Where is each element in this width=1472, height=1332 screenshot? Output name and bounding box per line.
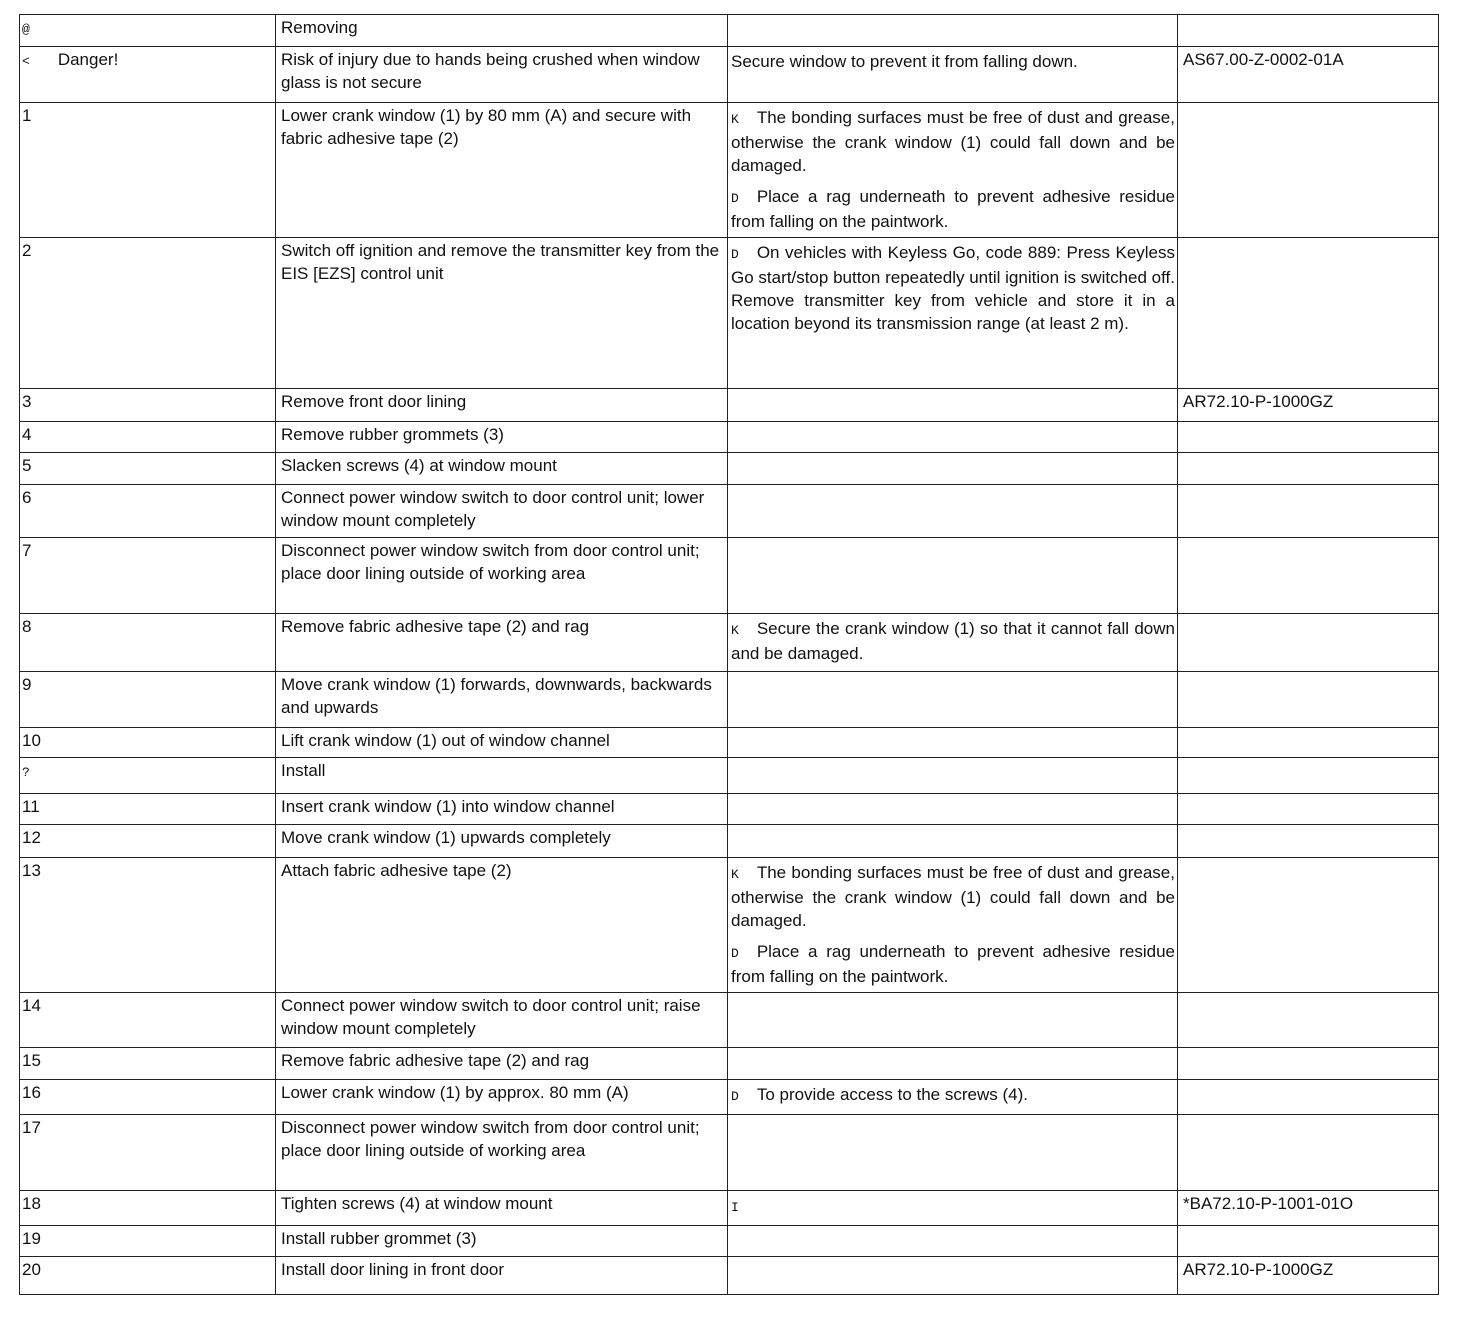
action-cell: Slacken screws (4) at window mount	[276, 453, 728, 485]
table-row	[20, 103, 1439, 238]
action-cell: Insert crank window (1) into window channel	[276, 794, 728, 825]
step-cell	[20, 825, 276, 858]
action-cell: Install	[276, 758, 728, 794]
step-cell	[20, 422, 276, 453]
notes-cell	[728, 453, 1178, 485]
reference-cell	[1178, 538, 1439, 614]
note	[731, 1083, 1175, 1108]
step-number: 11	[22, 797, 40, 816]
reference-cell	[1178, 453, 1439, 485]
reference-cell	[1178, 758, 1439, 794]
table-row	[20, 15, 1439, 47]
action-cell: Install rubber grommet (3)	[276, 1226, 728, 1257]
step-number: 2	[22, 241, 32, 260]
reference-cell: AR72.10-P-1000GZ	[1178, 389, 1439, 422]
action-cell: Connect power window switch to door control unit; raise window mount completely	[276, 993, 728, 1048]
notes-cell	[728, 103, 1178, 238]
action-cell: Remove fabric adhesive tape (2) and rag	[276, 614, 728, 672]
table-row	[20, 825, 1439, 858]
table-row	[20, 485, 1439, 538]
step-cell	[20, 728, 276, 758]
action-cell: Lift crank window (1) out of window channel	[276, 728, 728, 758]
table-row	[20, 453, 1439, 485]
note-symbol: K	[731, 112, 739, 127]
action-cell: Lower crank window (1) by 80 mm (A) and secure with fabric adhesive tape (2)	[276, 103, 728, 238]
action-cell: Connect power window switch to door control unit; lower window mount completely	[276, 485, 728, 538]
step-number: 19	[22, 1229, 41, 1248]
notes-cell	[728, 1257, 1178, 1295]
reference-cell: *BA72.10-P-1001-01O	[1178, 1191, 1439, 1226]
notes-cell	[728, 238, 1178, 389]
notes-cell	[728, 825, 1178, 858]
note	[731, 940, 1175, 988]
step-number: 14	[22, 996, 41, 1015]
step-cell	[20, 794, 276, 825]
step-cell	[20, 1191, 276, 1226]
note-text: To provide access to the screws (4).	[756, 1085, 1028, 1104]
action-cell: Move crank window (1) upwards completely	[276, 825, 728, 858]
notes-cell	[728, 614, 1178, 672]
step-cell	[20, 1048, 276, 1080]
reference-cell	[1178, 672, 1439, 728]
step-cell	[20, 1226, 276, 1257]
note	[731, 1194, 1175, 1219]
note-text: Place a rag underneath to prevent adhesive residue from falling on the paintwork.	[731, 942, 1175, 986]
action-cell: Move crank window (1) forwards, downwards, backwards and upwards	[276, 672, 728, 728]
step-number: 10	[22, 731, 41, 750]
reference-cell	[1178, 15, 1439, 47]
step-symbol: ?	[22, 765, 30, 780]
table-row	[20, 1226, 1439, 1257]
step-number: 17	[22, 1118, 41, 1137]
reference-cell	[1178, 238, 1439, 389]
reference-cell	[1178, 422, 1439, 453]
action-cell: Risk of injury due to hands being crushed when window glass is not secure	[276, 47, 728, 103]
table-row	[20, 238, 1439, 389]
action-cell: Tighten screws (4) at window mount	[276, 1191, 728, 1226]
step-number: 4	[22, 425, 32, 444]
reference-cell	[1178, 728, 1439, 758]
note-text: Secure window to prevent it from falling down.	[731, 52, 1078, 71]
step-number: 9	[22, 675, 32, 694]
note	[731, 617, 1175, 665]
reference-cell	[1178, 858, 1439, 993]
step-number: 13	[22, 861, 41, 880]
table-row	[20, 672, 1439, 728]
table-row	[20, 389, 1439, 422]
notes-cell	[728, 1115, 1178, 1191]
step-number: 16	[22, 1083, 41, 1102]
action-cell: Install door lining in front door	[276, 1257, 728, 1295]
table-row	[20, 858, 1439, 993]
notes-cell	[728, 794, 1178, 825]
procedure-table-body	[20, 15, 1439, 1295]
notes-cell	[728, 15, 1178, 47]
step-symbol: @	[22, 22, 30, 37]
step-number: 15	[22, 1051, 41, 1070]
reference-cell	[1178, 825, 1439, 858]
notes-cell	[728, 758, 1178, 794]
step-cell	[20, 238, 276, 389]
step-cell	[20, 485, 276, 538]
notes-cell	[728, 728, 1178, 758]
step-cell	[20, 103, 276, 238]
table-row	[20, 47, 1439, 103]
note-symbol: D	[731, 946, 739, 961]
action-cell: Remove rubber grommets (3)	[276, 422, 728, 453]
note-symbol: D	[731, 1089, 739, 1104]
step-cell	[20, 672, 276, 728]
note-text: On vehicles with Keyless Go, code 889: Press Keyless Go start/stop button repeatedly until ignition is switched off. Remove transmitter key from vehicle and store it in a location beyond its transmission range (at least 2 m).	[731, 243, 1175, 333]
procedure-table	[19, 14, 1439, 1295]
reference-cell: AS67.00-Z-0002-01A	[1178, 47, 1439, 103]
note-symbol: K	[731, 867, 739, 882]
note-symbol: D	[731, 247, 739, 262]
step-cell	[20, 1257, 276, 1295]
table-row	[20, 794, 1439, 825]
note	[731, 241, 1175, 335]
table-row	[20, 538, 1439, 614]
note	[731, 185, 1175, 233]
notes-cell	[728, 389, 1178, 422]
notes-cell	[728, 858, 1178, 993]
reference-cell	[1178, 1048, 1439, 1080]
step-number: 3	[22, 392, 32, 411]
notes-cell	[728, 1080, 1178, 1115]
reference-cell	[1178, 794, 1439, 825]
notes-cell	[728, 485, 1178, 538]
step-number: 12	[22, 828, 41, 847]
table-row	[20, 1191, 1439, 1226]
step-cell	[20, 1115, 276, 1191]
note-text: The bonding surfaces must be free of dust and grease, otherwise the crank window (1) could fall down and be damaged.	[731, 863, 1175, 930]
note-symbol: K	[731, 623, 739, 638]
note-symbol: D	[731, 191, 739, 206]
notes-cell	[728, 1226, 1178, 1257]
step-cell	[20, 453, 276, 485]
note-text: Place a rag underneath to prevent adhesive residue from falling on the paintwork.	[731, 187, 1175, 231]
action-cell: Disconnect power window switch from door control unit; place door lining outside of working area	[276, 1115, 728, 1191]
notes-cell	[728, 538, 1178, 614]
table-row	[20, 758, 1439, 794]
reference-cell	[1178, 485, 1439, 538]
step-cell	[20, 993, 276, 1048]
action-cell: Removing	[276, 15, 728, 47]
table-row	[20, 1048, 1439, 1080]
step-number: 6	[22, 488, 32, 507]
note-symbol: I	[731, 1200, 739, 1215]
note-text: The bonding surfaces must be free of dust and grease, otherwise the crank window (1) could fall down and be damaged.	[731, 108, 1175, 175]
action-cell: Attach fabric adhesive tape (2)	[276, 858, 728, 993]
step-cell	[20, 1080, 276, 1115]
step-cell	[20, 538, 276, 614]
step-symbol: <	[22, 54, 30, 69]
notes-cell	[728, 1048, 1178, 1080]
table-row	[20, 993, 1439, 1048]
note	[731, 106, 1175, 177]
reference-cell: AR72.10-P-1000GZ	[1178, 1257, 1439, 1295]
action-cell: Switch off ignition and remove the transmitter key from the EIS [EZS] control unit	[276, 238, 728, 389]
table-row	[20, 614, 1439, 672]
note	[731, 861, 1175, 932]
reference-cell	[1178, 1226, 1439, 1257]
note	[731, 50, 1175, 73]
action-cell: Disconnect power window switch from door control unit; place door lining outside of working area	[276, 538, 728, 614]
step-cell	[20, 389, 276, 422]
action-cell: Lower crank window (1) by approx. 80 mm (A)	[276, 1080, 728, 1115]
reference-cell	[1178, 993, 1439, 1048]
step-cell	[20, 15, 276, 47]
notes-cell	[728, 1191, 1178, 1226]
reference-cell	[1178, 1080, 1439, 1115]
step-number: 20	[22, 1260, 41, 1279]
table-row	[20, 422, 1439, 453]
step-number: 18	[22, 1194, 41, 1213]
step-cell	[20, 614, 276, 672]
step-number: Danger!	[57, 50, 119, 69]
reference-cell	[1178, 1115, 1439, 1191]
note-text: Secure the crank window (1) so that it cannot fall down and be damaged.	[731, 619, 1175, 663]
notes-cell	[728, 47, 1178, 103]
action-cell: Remove fabric adhesive tape (2) and rag	[276, 1048, 728, 1080]
notes-cell	[728, 993, 1178, 1048]
reference-cell	[1178, 614, 1439, 672]
table-row	[20, 728, 1439, 758]
step-number: 1	[22, 106, 32, 125]
table-row	[20, 1115, 1439, 1191]
step-cell	[20, 47, 276, 103]
reference-cell	[1178, 103, 1439, 238]
step-number: 5	[22, 456, 32, 475]
action-cell: Remove front door lining	[276, 389, 728, 422]
table-row	[20, 1257, 1439, 1295]
notes-cell	[728, 422, 1178, 453]
notes-cell	[728, 672, 1178, 728]
step-cell	[20, 758, 276, 794]
table-row	[20, 1080, 1439, 1115]
step-number: 7	[22, 541, 32, 560]
step-number: 8	[22, 617, 32, 636]
step-cell	[20, 858, 276, 993]
